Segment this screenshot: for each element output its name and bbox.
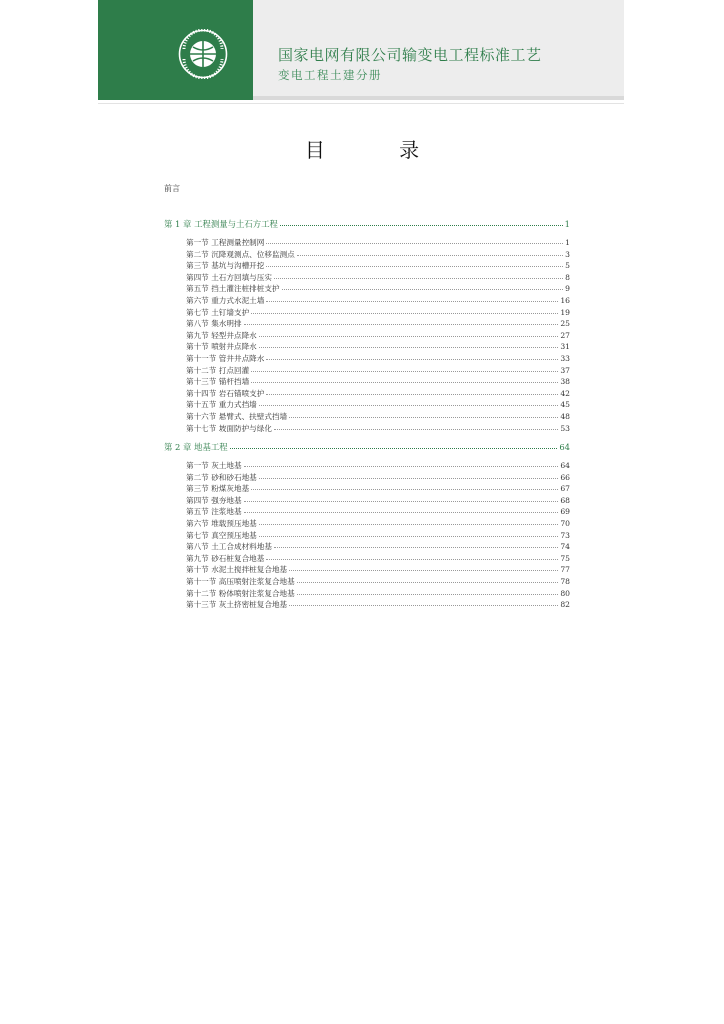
section-label: 第十一节 高压喷射注浆复合地基: [186, 577, 295, 587]
section-label: 第十节 水泥土搅拌桩复合地基: [186, 565, 288, 575]
section-label: 第四节 强夯地基: [186, 495, 242, 505]
section-page-number: 19: [560, 307, 570, 317]
leader-dots: [259, 471, 559, 479]
section-label: 第三节 粉煤灰地基: [186, 484, 250, 494]
section-label: 第四节 土石方回填与压实: [186, 272, 272, 282]
leader-dots: [274, 271, 563, 279]
section-page-number: 66: [560, 472, 570, 482]
chapter-label: 第 1 章 工程测量与土石方工程: [164, 219, 278, 229]
leader-dots: [259, 517, 559, 525]
section-label: 第六节 重力式水泥土墙: [186, 295, 265, 305]
section-label: 第十三节 锚杆挡墙: [186, 377, 250, 387]
section-page-number: 74: [560, 542, 570, 552]
section-page-number: 9: [565, 284, 570, 294]
chapter-gap: [164, 434, 570, 441]
section-label: 第五节 注浆地基: [186, 507, 242, 517]
section-label: 第十四节 岩石锚喷支护: [186, 388, 265, 398]
chapter-page-number: 1: [564, 219, 570, 229]
leader-dots: [244, 494, 559, 502]
chapter-page-number: 64: [559, 442, 570, 453]
leader-dots: [244, 459, 559, 467]
leader-dots: [244, 505, 559, 513]
leader-dots: [297, 248, 563, 256]
section-page-number: 45: [560, 400, 570, 410]
section-page-number: 70: [560, 519, 570, 529]
section-label: 第十七节 坡面防护与绿化: [186, 423, 272, 433]
header-rule-green: [98, 96, 253, 100]
section-page-number: 8: [565, 272, 570, 282]
section-page-number: 5: [565, 261, 570, 271]
leader-dots: [274, 422, 558, 430]
leader-dots: [266, 387, 558, 395]
header-rule-thin: [98, 103, 624, 104]
section-page-number: 67: [560, 484, 570, 494]
toc-section-entry[interactable]: [164, 599, 570, 611]
leader-dots: [259, 340, 559, 348]
section-label: 第十三节 灰土挤密桩复合地基: [186, 600, 288, 610]
section-page-number: 80: [560, 588, 570, 598]
section-page-number: 27: [560, 330, 570, 340]
section-page-number: 25: [560, 319, 570, 329]
section-label: 第六节 堆载预压地基: [186, 519, 257, 529]
section-page-number: 77: [560, 565, 570, 575]
document-series-title: 国家电网有限公司输变电工程标准工艺: [278, 46, 542, 64]
document-volume-subtitle: 变电工程土建分册: [278, 68, 382, 82]
section-label: 第九节 轻型井点降水: [186, 330, 257, 340]
section-page-number: 33: [560, 353, 570, 363]
leader-dots: [244, 317, 559, 325]
toc-preface: 前言: [164, 184, 180, 193]
leader-dots: [280, 218, 563, 226]
section-page-number: 82: [560, 600, 570, 610]
section-page-number: 68: [560, 495, 570, 505]
section-page-number: 1: [565, 238, 570, 247]
section-label: 第一节 工程测量控制网: [186, 238, 265, 247]
leader-dots: [289, 598, 558, 606]
section-label: 第十一节 管井井点降水: [186, 353, 265, 363]
section-label: 第八节 土工合成材料地基: [186, 542, 272, 552]
leader-dots: [251, 364, 558, 372]
section-label: 第十节 喷射井点降水: [186, 342, 257, 352]
leader-dots: [251, 375, 558, 383]
leader-dots: [289, 563, 558, 571]
leader-dots: [297, 587, 559, 595]
section-label: 第十二节 打点回灌: [186, 365, 250, 375]
logo-panel: [98, 0, 253, 96]
section-page-number: 69: [560, 507, 570, 517]
state-grid-logo-icon: [178, 29, 228, 79]
section-page-number: 75: [560, 553, 570, 563]
leader-dots: [274, 540, 558, 548]
section-page-number: 3: [565, 249, 570, 259]
section-label: 第十二节 粉体喷射注浆复合地基: [186, 588, 295, 598]
section-label: 第七节 真空预压地基: [186, 530, 257, 540]
leader-dots: [297, 575, 559, 583]
leader-dots: [259, 529, 559, 537]
toc-title: 目 录: [304, 138, 454, 162]
leader-dots: [266, 552, 558, 560]
leader-dots: [266, 294, 558, 302]
toc-chapter-entry[interactable]: [164, 218, 570, 231]
toc-section-entry[interactable]: [164, 423, 570, 435]
section-label: 第二节 砂和砂石地基: [186, 472, 257, 482]
leader-dots: [266, 259, 563, 267]
section-label: 第五节 挡土灌注桩排桩支护: [186, 284, 280, 294]
leader-dots: [259, 329, 559, 337]
section-label: 第三节 基坑与沟槽开挖: [186, 261, 265, 271]
section-label: 第二节 沉降观测点、位移监测点: [186, 249, 295, 259]
section-page-number: 31: [560, 342, 570, 352]
leader-dots: [251, 306, 558, 314]
section-page-number: 48: [560, 411, 570, 421]
section-label: 第八节 集水明排: [186, 319, 242, 329]
section-page-number: 37: [560, 365, 570, 375]
header-rule-gray: [253, 96, 624, 100]
section-label: 第一节 灰土地基: [186, 461, 242, 471]
section-label: 第九节 砂石桩复合地基: [186, 553, 265, 563]
section-page-number: 53: [560, 423, 570, 433]
section-page-number: 38: [560, 377, 570, 387]
leader-dots: [266, 236, 563, 244]
section-label: 第十五节 重力式挡墙: [186, 400, 257, 410]
section-page-number: 73: [560, 530, 570, 540]
leader-dots: [251, 482, 558, 490]
leader-dots: [289, 410, 558, 418]
leader-dots: [230, 441, 558, 449]
toc-chapter-entry[interactable]: [164, 441, 570, 454]
leader-dots: [266, 352, 558, 360]
table-of-contents: [164, 218, 570, 611]
leader-dots: [259, 398, 559, 406]
section-page-number: 78: [560, 577, 570, 587]
leader-dots: [282, 282, 564, 290]
section-label: 第十六节 悬臂式、扶壁式挡墙: [186, 411, 288, 421]
section-page-number: 64: [560, 461, 570, 471]
section-page-number: 16: [560, 295, 570, 305]
section-page-number: 42: [560, 388, 570, 398]
section-label: 第七节 土钉墙支护: [186, 307, 250, 317]
chapter-label: 第 2 章 地基工程: [164, 442, 228, 453]
